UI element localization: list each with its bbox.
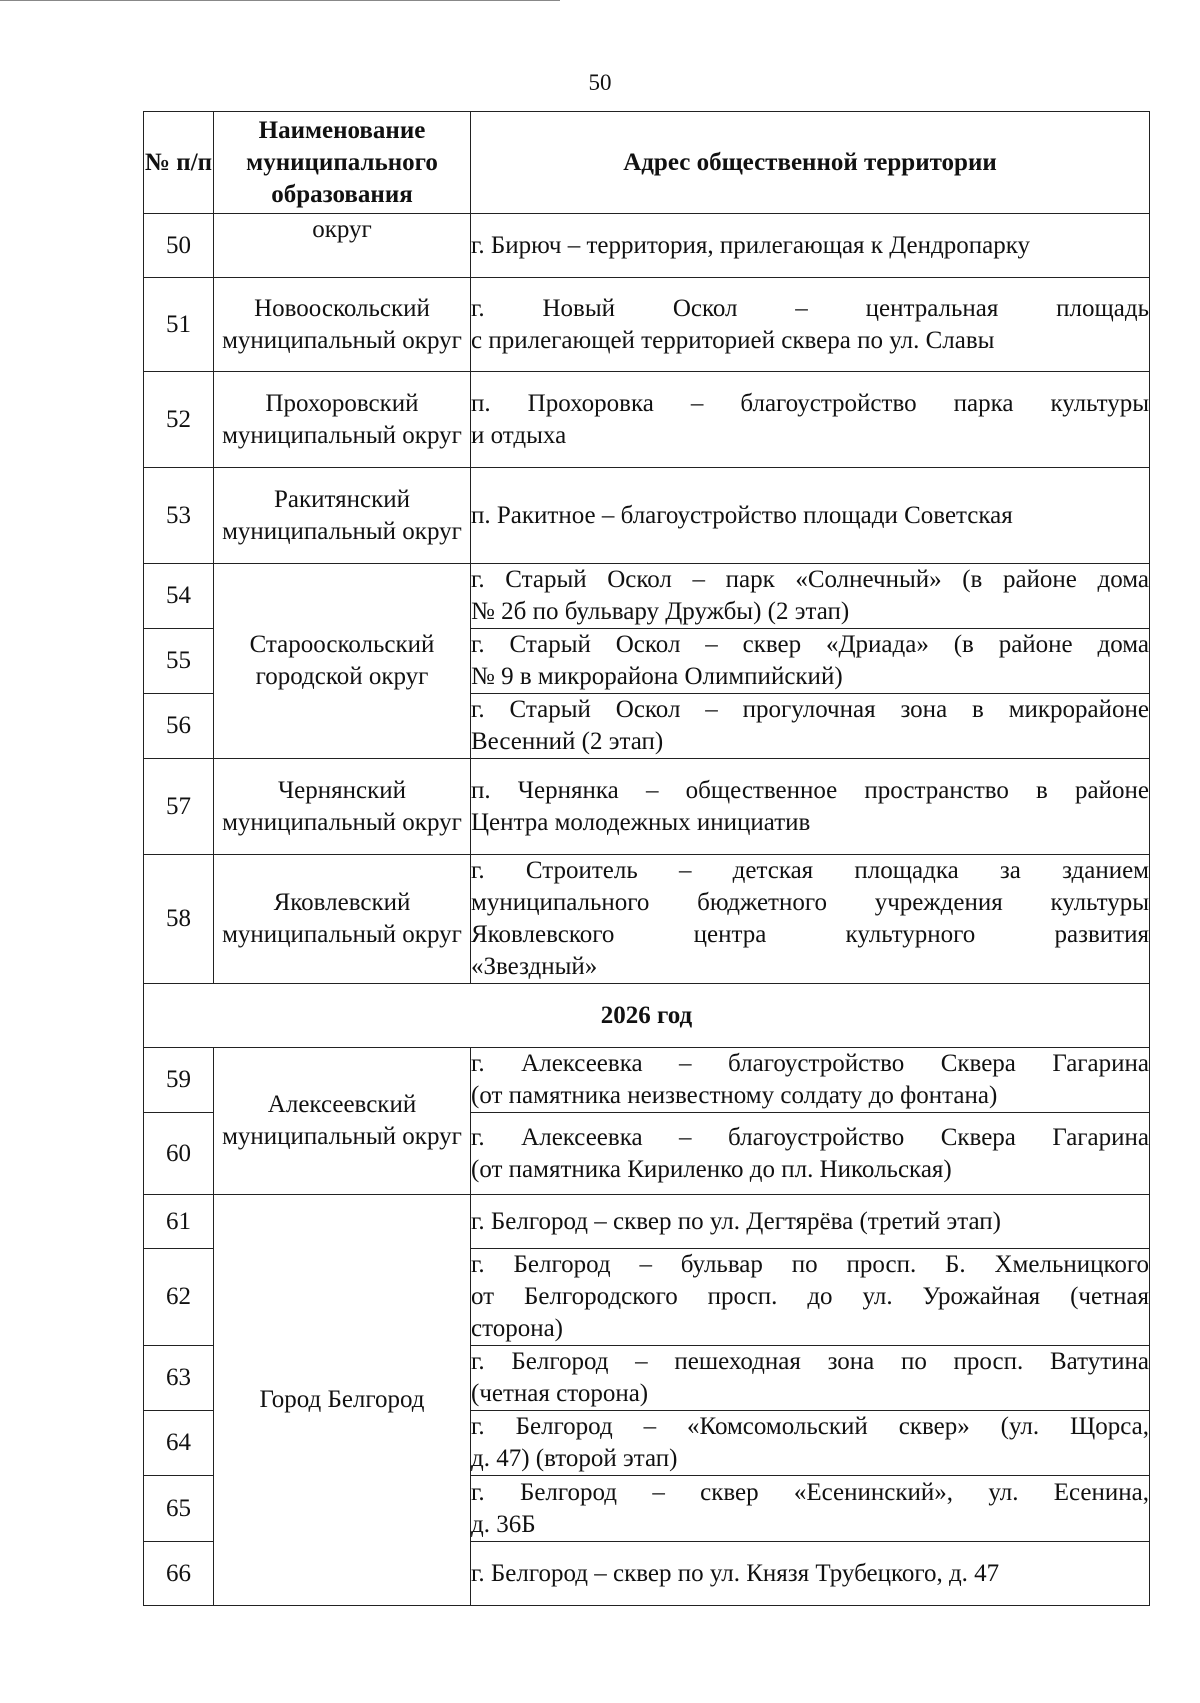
- address-line: г. Белгород – пешеходная зона по просп. Ватутина: [471, 1348, 1149, 1375]
- address-line: г. Белгород – сквер по ул. Князя Трубецкого, д. 47: [471, 1559, 1000, 1587]
- table-row: [144, 214, 1150, 278]
- address-line: с прилегающей территорией сквера по ул. Славы: [471, 326, 995, 354]
- table-row: [144, 278, 1150, 372]
- row-num: 60: [144, 1113, 214, 1195]
- row-num: 59: [144, 1048, 214, 1113]
- row-address: [471, 1476, 1150, 1542]
- row-address: [471, 564, 1150, 629]
- address-line: (от памятника неизвестному солдату до фонтана): [471, 1082, 998, 1109]
- year-heading: 2026 год: [144, 984, 1150, 1048]
- row-address: [471, 759, 1150, 855]
- row-num: 65: [144, 1476, 214, 1542]
- row-address: [471, 214, 1150, 278]
- row-address: [471, 1048, 1150, 1113]
- address-line: г. Старый Оскол – парк «Солнечный» (в районе дома: [471, 566, 1149, 593]
- table-row: [144, 372, 1150, 468]
- address-line: г. Белгород – сквер «Есенинский», ул. Есенина,: [471, 1478, 1149, 1506]
- address-line: г. Новый Оскол – центральная площадь: [471, 294, 1149, 322]
- row-address: [471, 855, 1150, 984]
- address-line: и отдыха: [471, 421, 567, 449]
- row-num: 63: [144, 1346, 214, 1411]
- address-line: № 9 в микрорайона Олимпийский): [471, 663, 843, 690]
- address-line: г. Старый Оскол – прогулочная зона в микрорайоне: [471, 696, 1149, 723]
- row-address: [471, 1411, 1150, 1476]
- table-row: [144, 468, 1150, 564]
- scan-edge-line: [0, 0, 560, 1]
- address-line: п. Прохоровка – благоустройство парка культуры: [471, 389, 1149, 417]
- address-line: г. Строитель – детская площадка за зданием: [471, 857, 1149, 884]
- row-municipality: Старооскольский городской округ: [214, 564, 471, 759]
- header-num: № п/п: [144, 112, 214, 214]
- row-num: 61: [144, 1195, 214, 1249]
- row-address: [471, 278, 1150, 372]
- territories-table: [143, 111, 1150, 1606]
- row-address: [471, 694, 1150, 759]
- row-municipality: Новооскольский муниципальный округ: [214, 278, 471, 372]
- address-line: д. 36Б: [471, 1510, 536, 1538]
- table-row: [144, 1195, 1150, 1249]
- address-line: г. Белгород – бульвар по просп. Б. Хмельницкого: [471, 1251, 1149, 1278]
- row-num: 55: [144, 629, 214, 694]
- address-line: г. Белгород – сквер по ул. Дегтярёва (третий этап): [471, 1207, 1001, 1235]
- row-num: 52: [144, 372, 214, 468]
- address-line: (четная сторона): [471, 1380, 649, 1407]
- address-line: муниципального бюджетного учреждения культуры: [471, 889, 1149, 916]
- row-municipality: Алексеевский муниципальный округ: [214, 1048, 471, 1195]
- row-address: [471, 1346, 1150, 1411]
- row-address: [471, 372, 1150, 468]
- address-line: г. Старый Оскол – сквер «Дриада» (в районе дома: [471, 631, 1149, 658]
- row-municipality: Прохоровский муниципальный округ: [214, 372, 471, 468]
- address-line: № 2б по бульвару Дружбы) (2 этап): [471, 598, 850, 625]
- row-num: 66: [144, 1542, 214, 1606]
- address-line: д. 47) (второй этап): [471, 1445, 678, 1472]
- page-number: 50: [588, 70, 612, 95]
- table-row: [144, 1048, 1150, 1113]
- row-address: [471, 1113, 1150, 1195]
- table-row: [144, 855, 1150, 984]
- year-heading-row: [144, 984, 1150, 1048]
- row-num: 57: [144, 759, 214, 855]
- row-num: 56: [144, 694, 214, 759]
- address-line: г. Алексеевка – благоустройство Сквера Гагарина: [471, 1050, 1149, 1077]
- row-num: 53: [144, 468, 214, 564]
- row-address: [471, 1195, 1150, 1249]
- table-row: [144, 759, 1150, 855]
- address-line: п. Ракитное – благоустройство площади Советская: [471, 501, 1013, 529]
- header-municipality: Наименование муниципального образования: [214, 112, 471, 214]
- row-num: 58: [144, 855, 214, 984]
- row-num: 64: [144, 1411, 214, 1476]
- address-line: г. Белгород – «Комсомольский сквер» (ул. Щорса,: [471, 1413, 1149, 1440]
- address-line: г. Алексеевка – благоустройство Сквера Гагарина: [471, 1123, 1149, 1151]
- row-num: 54: [144, 564, 214, 629]
- row-num: 50: [144, 214, 214, 278]
- row-municipality: округ: [214, 214, 471, 278]
- address-line: Центра молодежных инициатив: [471, 808, 811, 836]
- row-address: [471, 468, 1150, 564]
- header-address: Адрес общественной территории: [471, 112, 1150, 214]
- address-line: (от памятника Кириленко до пл. Никольская): [471, 1155, 952, 1183]
- row-address: [471, 629, 1150, 694]
- row-municipality: Город Белгород: [214, 1195, 471, 1606]
- address-line: г. Бирюч – территория, прилегающая к Дендропарку: [471, 231, 1031, 259]
- address-line: Яковлевского центра культурного развития: [471, 921, 1149, 948]
- address-line: сторона): [471, 1315, 563, 1342]
- row-num: 51: [144, 278, 214, 372]
- address-line: Весенний (2 этап): [471, 728, 664, 755]
- table-row: [144, 564, 1150, 629]
- table-header-row: [144, 112, 1150, 214]
- row-address: [471, 1249, 1150, 1346]
- address-line: «Звездный»: [471, 953, 598, 980]
- address-line: п. Чернянка – общественное пространство в районе: [471, 776, 1149, 804]
- row-municipality: Чернянский муниципальный округ: [214, 759, 471, 855]
- row-address: [471, 1542, 1150, 1606]
- row-municipality: Яковлевский муниципальный округ: [214, 855, 471, 984]
- row-municipality: Ракитянский муниципальный округ: [214, 468, 471, 564]
- row-num: 62: [144, 1249, 214, 1346]
- address-line: от Белгородского просп. до ул. Урожайная (четная: [471, 1283, 1149, 1310]
